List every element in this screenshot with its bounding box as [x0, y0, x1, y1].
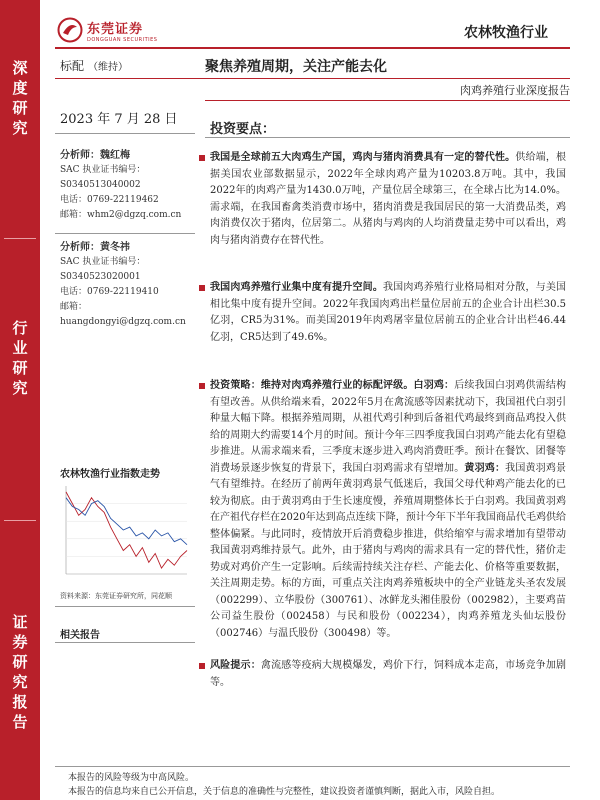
- square-bullet-icon: [199, 285, 205, 291]
- sidebar-label-securities-report: 证 券 研 究 报 告: [12, 613, 28, 731]
- analyst-name: 分析师：魏红梅: [60, 150, 130, 161]
- analyst-phone: 电话：0769-22119410: [60, 287, 159, 297]
- analyst-name: 分析师：黄冬祎: [60, 242, 130, 253]
- analyst-card: [60, 240, 200, 330]
- analyst-email[interactable]: huangdongyi@dgzq.com.cn: [60, 317, 186, 327]
- analyst-card: [60, 148, 200, 223]
- chart-series-line-0: [66, 492, 187, 568]
- sidebar-label-industry-research: 行 业 研 究: [12, 319, 28, 397]
- sidebar-divider: [4, 520, 36, 521]
- index-trend-chart: [58, 478, 193, 588]
- analyst-cert-label: SAC 执业证书编号：: [60, 165, 146, 175]
- sidebar-label-deep-research: 深 度 研 究: [12, 59, 28, 137]
- analyst-divider: [55, 233, 195, 234]
- rating: [60, 57, 128, 74]
- analyst-email-label: 邮箱：: [60, 302, 88, 312]
- logo-text-en: DONGGUAN SECURITIES: [87, 36, 158, 43]
- heading-divider: [205, 137, 570, 138]
- industry-label: 农林牧渔行业: [464, 25, 548, 41]
- disclaimer-note: 本报告的信息均来自已公开信息，关于信息的准确性与完整性，建议投资者谨慎判断，据此入市，风险自担。: [68, 787, 501, 797]
- related-divider: [55, 642, 195, 643]
- key-point-4: 风险提示：禽流感等疫病大规模爆发，鸡价下行，饲料成本走高，市场竞争加剧等。: [210, 658, 566, 691]
- report-subtitle: 肉鸡养殖行业深度报告: [460, 84, 570, 97]
- square-bullet-icon: [199, 155, 205, 161]
- report-title: 聚焦养殖周期，关注产能去化: [205, 59, 387, 75]
- risk-level-note: 本报告的风险等级为中高风险。: [68, 773, 195, 783]
- key-point-2: 我国肉鸡养殖行业集中度有提升空间。我国肉鸡养殖行业格局相对分散，与美国相比集中度有提升空间。2022年我国肉鸡出栏量位居前五的企业合计出栏30.5亿羽，CR5为31%。而美国2019年肉鸡屠宰量位居前五的企业合计出栏46.44亿羽，CR5达到了49.6%。: [210, 280, 566, 346]
- analyst-phone: 电话：0769-22119462: [60, 195, 159, 205]
- analyst-cert: S0340513040002: [60, 180, 141, 190]
- analyst-cert-label: SAC 执业证书编号：: [60, 257, 146, 267]
- footer-divider: [55, 766, 570, 767]
- analyst-cert: S0340523020001: [60, 272, 141, 282]
- company-logo: [57, 17, 157, 43]
- related-reports-heading: 相关报告: [60, 630, 100, 641]
- square-bullet-icon: [199, 663, 205, 669]
- date-divider: [55, 133, 195, 134]
- report-date: 2023 年 7 月 28 日: [60, 112, 178, 127]
- rating-sub: （维持）: [88, 62, 129, 73]
- subtitle-divider: [205, 100, 570, 101]
- square-bullet-icon: [199, 383, 205, 389]
- chart-divider: [55, 606, 195, 607]
- key-point-3: 投资策略：维持对肉鸡养殖行业的标配评级。白羽鸡：后续我国白羽鸡供需结构有望改善。从供给端来看，2022年5月在禽流感等因素扰动下，我国祖代白羽引种量大幅下降。根据养殖周期，从祖代鸡引种到后备祖代鸡最终到商品鸡投入供给的周期大约需要14个月的时间。预计今年三四季度我国白羽鸡产能去化有望稳步推进。从需求端来看，三季度末逐步进入鸡肉消费旺季。预计在餐饮、团餐等消费场景逐步恢复的背景下，我国白羽鸡需求有望增加。黄羽鸡：我国黄羽鸡景气有望维持。在经历了前两年黄羽鸡景气低迷后，我国父母代种鸡产能去化的已较为彻底。由于黄羽鸡由于生长速度慢，养殖周期整体长于白羽鸡。我国黄羽鸡在产祖代存栏在2020年达到高点连续下降，预计今年下半年我国商品代毛鸡供给整体偏紧。与此同时，疫情放开后消费稳步推进，供给缩窄与需求增加有望带动我国黄羽鸡维持景气。此外，由于猪肉与鸡肉的需求具有一定的替代性，猪价走势或对鸡价产生一定影响。后续需持续关注存栏、产能去化、价格等重要数据，关注周期走势。标的方面，可重点关注肉鸡养殖板块中的全产业链龙头圣农发展（002299）、立华股份（300761）、冰鲜龙头湘佳股份（002982），主要鸡苗公司益生股份（002458）与民和股份（002234），肉鸡养殖龙头仙坛股份（002746）与温氏股份（300498）等。: [210, 378, 566, 642]
- sidebar-divider: [4, 238, 36, 239]
- chart-source: 资料来源：东莞证券研究所，同花顺: [60, 592, 172, 600]
- key-points-heading: 投资要点：: [210, 122, 276, 137]
- logo-text-cn: 东莞证券: [87, 21, 144, 37]
- chart-title: 农林牧渔行业指数走势: [60, 469, 160, 480]
- left-sidebar: [0, 0, 40, 800]
- logo-mark-icon: [57, 17, 83, 43]
- header-divider: [55, 47, 570, 49]
- key-point-1: 我国是全球前五大肉鸡生产国，鸡肉与猪肉消费具有一定的替代性。供给端，根据美国农业部数据显示，2022年全球肉鸡产量为10203.8万吨。其中，我国2022年的肉鸡产量为1430.0万吨，产量位居全球第三，在全球占比为14.0%。需求端，在我国畜禽类消费市场中，猪肉消费是我国居民的第一大消费品类，鸡肉消费仅次于猪肉，位居第二。从猪肉与鸡肉的人均消费量走势中可以看出，鸡肉与猪肉消费存在替代性。: [210, 150, 566, 249]
- analyst-email[interactable]: 邮箱：whm2@dgzq.com.cn: [60, 210, 182, 220]
- title-divider: [55, 78, 570, 79]
- rating-label: 标配: [60, 59, 85, 73]
